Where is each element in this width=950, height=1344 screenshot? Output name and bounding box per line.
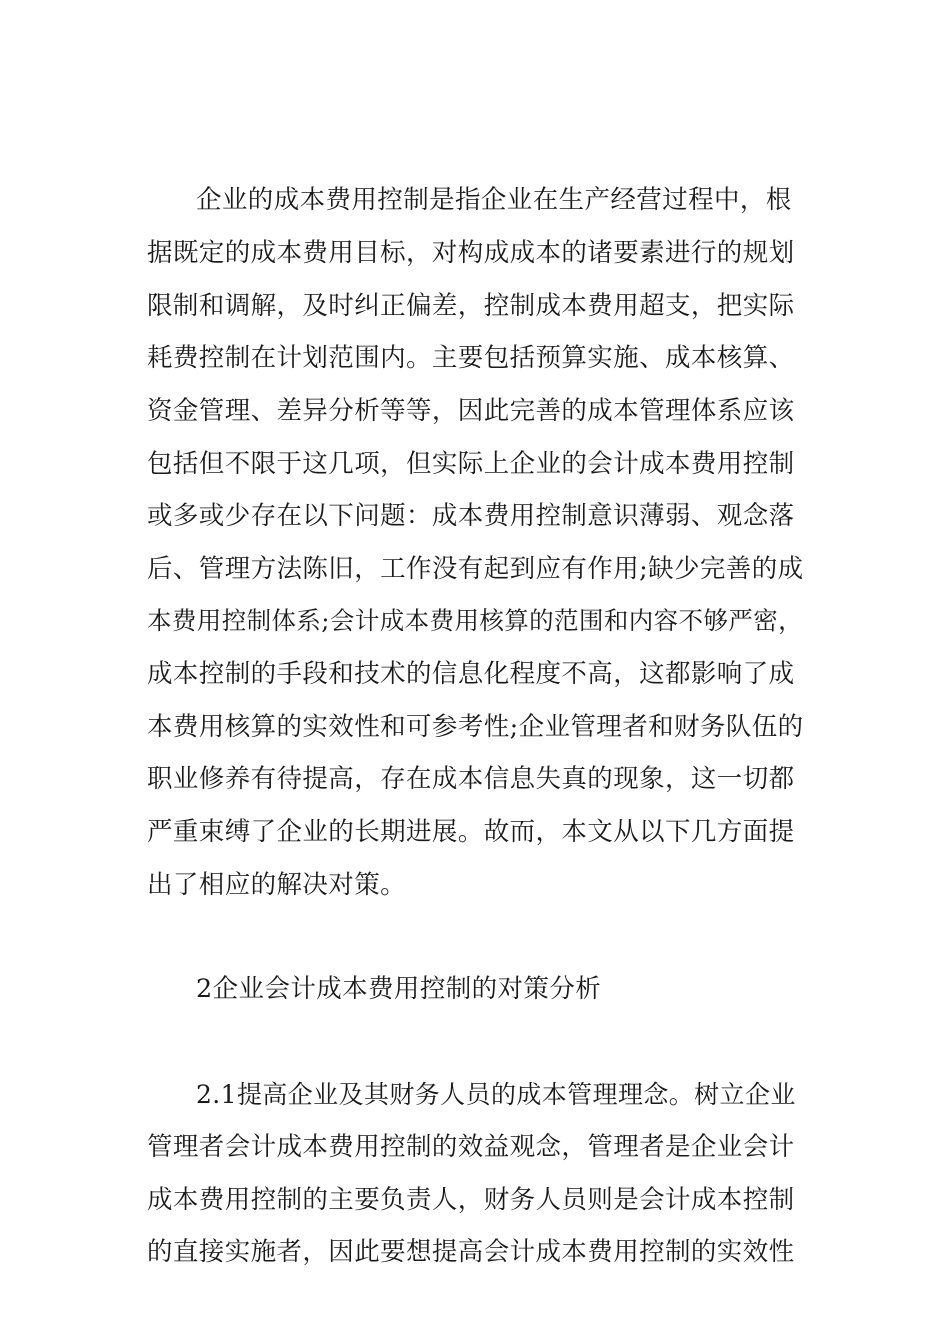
paragraph-1-line-12: 职业修养有待提高，存在成本信息失真的现象，这一切都 [147, 764, 795, 794]
paragraph-1-line-10: 成本控制的手段和技术的信息化程度不高，这都影响了成 [147, 659, 795, 689]
paragraph-1-line-3: 限制和调解，及时纠正偏差，控制成本费用超支，把实际 [147, 291, 795, 321]
paragraph-1-line-8: 后、管理方法陈旧，工作没有起到应有作用;缺少完善的成 [147, 554, 804, 584]
paragraph-1-line-9: 本费用控制体系;会计成本费用核算的范围和内容不够严密， [147, 606, 804, 635]
paragraph-1-line-7: 或多或少存在以下问题：成本费用控制意识薄弱、观念落 [147, 501, 795, 531]
paragraph-1-line-5: 资金管理、差异分析等等，因此完善的成本管理体系应该 [147, 396, 795, 426]
paragraph-2-line-3: 成本费用控制的主要负责人，财务人员则是会计成本控制 [147, 1185, 795, 1215]
paragraph-2-line-1: 2.1提高企业及其财务人员的成本管理理念。树立企业 [196, 1080, 796, 1109]
section-heading: 2企业会计成本费用控制的对策分析 [196, 974, 602, 1004]
paragraph-1-line-6: 包括但不限于这几项，但实际上企业的会计成本费用控制 [147, 449, 795, 479]
paragraph-1-line-4: 耗费控制在计划范围内。主要包括预算实施、成本核算、 [147, 343, 795, 373]
paragraph-1-line-2: 据既定的成本费用目标，对构成成本的诸要素进行的规划 [147, 238, 795, 268]
paragraph-1-line-11: 本费用核算的实效性和可参考性;企业管理者和财务队伍的 [147, 712, 804, 742]
paragraph-2-line-4: 的直接实施者，因此要想提高会计成本费用控制的实效性 [147, 1237, 795, 1267]
paragraph-1-line-14: 出了相应的解决对策。 [147, 870, 407, 900]
paragraph-1-line-1: 企业的成本费用控制是指企业在生产经营过程中，根 [196, 185, 792, 215]
paragraph-1-line-13: 严重束缚了企业的长期进展。故而，本文从以下几方面提 [147, 817, 795, 847]
paragraph-2-line-2: 管理者会计成本费用控制的效益观念，管理者是企业会计 [147, 1132, 795, 1162]
